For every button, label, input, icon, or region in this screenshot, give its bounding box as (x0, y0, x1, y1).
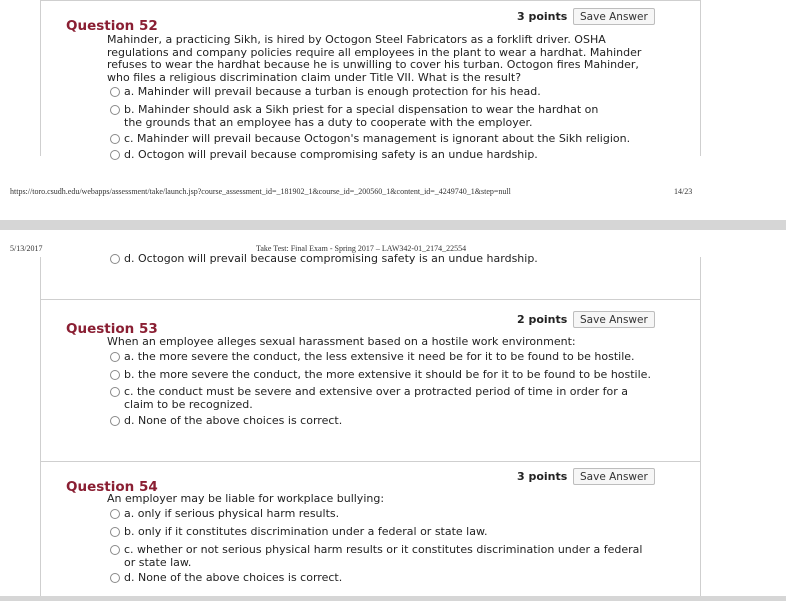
q54-option-a[interactable]: a. only if serious physical harm results. (124, 507, 340, 520)
q54-frame-right (700, 461, 701, 596)
q54-stem: An employer may be liable for workplace bullying: (107, 492, 385, 505)
q52-option-d-cut-top (105, 148, 665, 161)
q52-option-d-radio-cut (110, 150, 120, 160)
q54-points: 3 points (517, 470, 568, 483)
q52-option-c[interactable]: c. Mahinder will prevail because Octogon's management is ignorant about the Sikh religion. (124, 132, 631, 145)
q52-option-d-radio[interactable] (110, 254, 120, 264)
q53-save-answer-button[interactable]: Save Answer (573, 311, 655, 328)
page-gap (0, 220, 786, 230)
q52-frame-bottom (40, 299, 701, 300)
q54-option-c-radio[interactable] (110, 545, 120, 555)
q53-option-c-radio[interactable] (110, 387, 120, 397)
q54-option-a-radio[interactable] (110, 509, 120, 519)
q54-frame-left (40, 461, 41, 596)
q53-option-a-radio[interactable] (110, 352, 120, 362)
q52-option-a[interactable]: a. Mahinder will prevail because a turban is enough protection for his head. (124, 85, 541, 98)
q53-frame-right (700, 299, 701, 461)
q52-frame-left-cont (40, 257, 41, 299)
q52-option-d-cut-text: d. Octogon will prevail because compromising safety is an undue hardship. (124, 148, 538, 161)
question-frame-top (40, 0, 701, 1)
q53-option-a[interactable]: a. the more severe the conduct, the less extensive it need be for it to be found to be hostile. (124, 350, 635, 363)
footer-url: https://toro.csudh.edu/webapps/assessment/take/launch.jsp?course_assessment_id=_181902_1&course_id=_200560_1&content_id=_4249740_1&step=null (10, 187, 511, 196)
q52-option-b-radio[interactable] (110, 105, 120, 115)
q52-frame-right-cont (700, 257, 701, 299)
q53-frame-left (40, 299, 41, 461)
question-frame-right (700, 0, 701, 156)
q52-option-d-cont (105, 252, 665, 270)
q53-title: Question 53 (66, 321, 158, 337)
q53-frame-bottom (40, 461, 701, 462)
bottom-page-edge (0, 596, 786, 601)
q54-option-d-radio[interactable] (110, 573, 120, 583)
q54-option-b[interactable]: b. only if it constitutes discrimination under a federal or state law. (124, 525, 488, 538)
q52-points: 3 points (517, 10, 568, 23)
q53-points: 2 points (517, 313, 568, 326)
q52-stem: Mahinder, a practicing Sikh, is hired by Octogon Steel Fabricators as a forklift driver. OSHA regulations and company policies require all employees in the plant to wear a hardhat. Mahinder refuses to wear the hardhat because he is unwilling to cover his turban. Octogon fires Mahinder, who files a religious discrimination claim under Title VII. What is the result? (107, 33, 642, 84)
q52-save-answer-button[interactable]: Save Answer (573, 8, 655, 25)
q54-option-c[interactable]: c. whether or not serious physical harm results or it constitutes discrimination under a federal or state law. (124, 543, 643, 569)
q54-option-b-radio[interactable] (110, 527, 120, 537)
q52-option-c-radio[interactable] (110, 134, 120, 144)
q52-title: Question 52 (66, 18, 158, 34)
q52-option-b[interactable]: b. Mahinder should ask a Sikh priest for a special dispensation to wear the hardhat on the grounds that an employee has a duty to cooperate with the employer. (124, 103, 599, 129)
q52-option-d[interactable]: d. Octogon will prevail because compromising safety is an undue hardship. (124, 252, 538, 265)
header-title: Take Test: Final Exam - Spring 2017 – LAW342-01_2174_22554 (256, 244, 467, 253)
q53-option-c[interactable]: c. the conduct must be severe and extensive over a protracted period of time in order for a claim to be recognized. (124, 385, 628, 411)
q53-option-b-radio[interactable] (110, 370, 120, 380)
q53-option-d-radio[interactable] (110, 416, 120, 426)
q53-option-d[interactable]: d. None of the above choices is correct. (124, 414, 343, 427)
q53-stem: When an employee alleges sexual harassment based on a hostile work environment: (107, 335, 576, 348)
header-date: 5/13/2017 (10, 244, 43, 253)
q54-title: Question 54 (66, 479, 158, 495)
question-frame-left (40, 0, 41, 156)
footer-page-number: 14/23 (674, 187, 693, 196)
q52-option-a-radio[interactable] (110, 87, 120, 97)
q54-option-d[interactable]: d. None of the above choices is correct. (124, 571, 343, 584)
q53-option-b[interactable]: b. the more severe the conduct, the more extensive it should be for it to be found to be hostile. (124, 368, 651, 381)
q54-save-answer-button[interactable]: Save Answer (573, 468, 655, 485)
